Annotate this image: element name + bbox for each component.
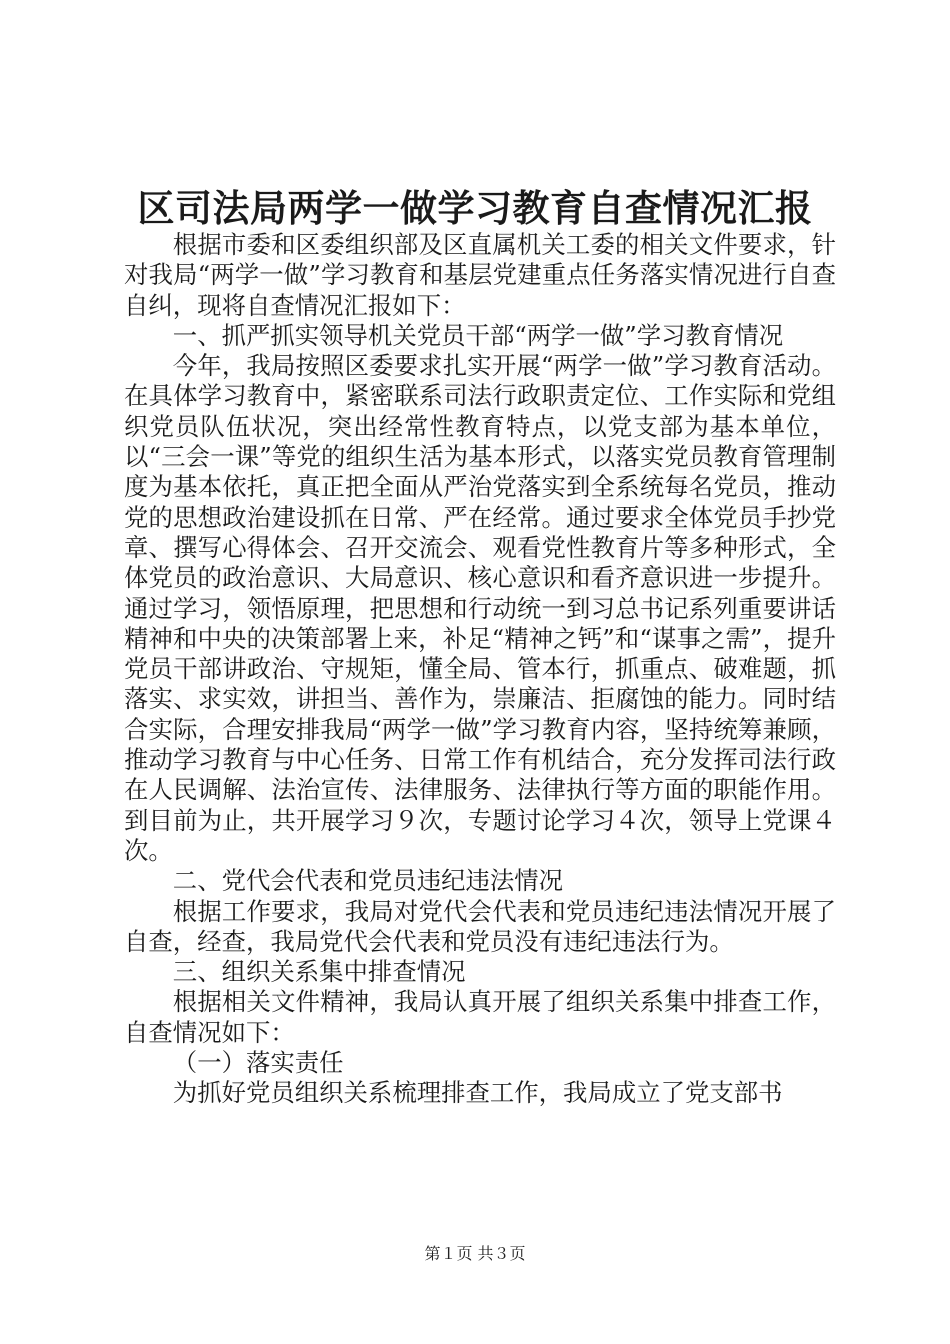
paragraph-section-3: 根据相关文件精神，我局认真开展了组织关系集中排查工作，自查情况如下： xyxy=(124,987,836,1047)
paragraph-intro: 根据市委和区委组织部及区直属机关工委的相关文件要求，针对我局“两学一做”学习教育和基层党建重点任务落实情况进行自查自纠，现将自查情况汇报如下： xyxy=(124,230,836,320)
paragraph-section-1: 今年，我局按照区委要求扎实开展“两学一做”学习教育活动。在具体学习教育中，紧密联系司法行政职责定位、工作实际和党组织党员队伍状况，突出经常性教育特点，以党支部为基本单位，以“三会一课”等党的组织生活为基本形式，以落实党员教育管理制度为基本依托，真正把全面从严治党落实到全系统每名党员，推动党的思想政治建设抓在日常、严在经常。通过要求全体党员手抄党章、撰写心得体会、召开交流会、观看党性教育片等多种形式，全体党员的政治意识、大局意识、核心意识和看齐意识进一步提升。通过学习，领悟原理，把思想和行动统一到习总书记系列重要讲话精神和中央的决策部署上来，补足“精神之钙”和“谋事之需”，提升党员干部讲政治、守规矩，懂全局、管本行，抓重点、破难题，抓落实、求实效，讲担当、善作为，崇廉洁、拒腐蚀的能力。同时结合实际，合理安排我局“两学一做”学习教育内容，坚持统筹兼顾，推动学习教育与中心任务、日常工作有机结合，充分发挥司法行政在人民调解、法治宣传、法律服务、法律执行等方面的职能作用。到目前为止，共开展学习９次，专题讨论学习４次，领导上党课４次。 xyxy=(124,351,836,865)
document-body xyxy=(124,230,836,1109)
section-heading-3: 三、组织关系集中排查情况 xyxy=(172,957,466,987)
section-heading-1: 一、抓严抓实领导机关党员干部“两学一做”学习教育情况 xyxy=(172,320,784,350)
section-heading-2: 二、党代会代表和党员违纪违法情况 xyxy=(172,866,564,896)
document-title: 区司法局两学一做学习教育自查情况汇报 xyxy=(137,186,813,230)
subsection-heading-1: （一）落实责任 xyxy=(172,1048,344,1078)
paragraph-subsection-1: 为抓好党员组织关系梳理排查工作，我局成立了党支部书 xyxy=(172,1078,783,1108)
paragraph-section-2: 根据工作要求，我局对党代会代表和党员违纪违法情况开展了自查，经查，我局党代会代表和党员没有违纪违法行为。 xyxy=(124,896,836,956)
page-footer: 第１页 共３页 xyxy=(424,1244,526,1263)
